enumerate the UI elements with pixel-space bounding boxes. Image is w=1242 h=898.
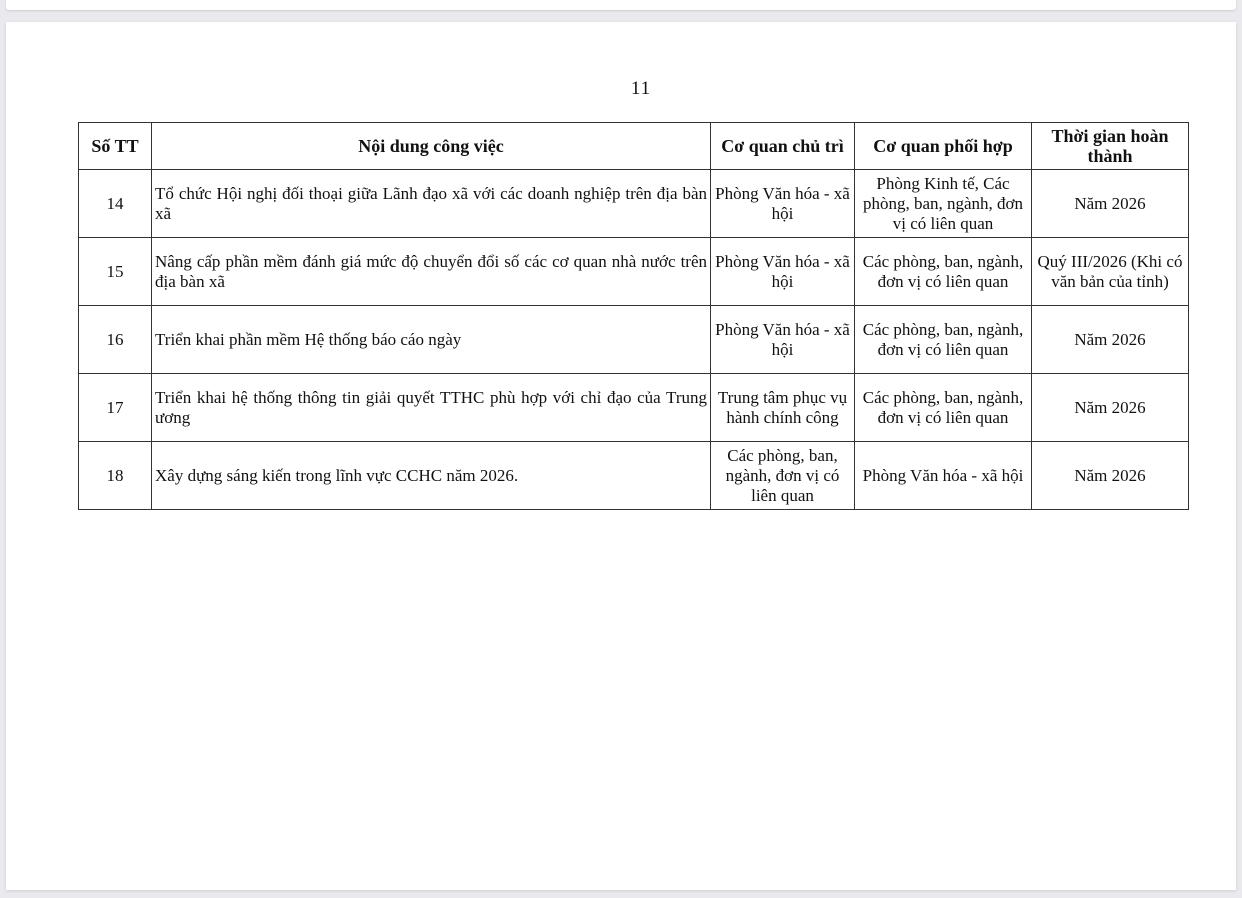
row-completion-time: Năm 2026 — [1032, 374, 1189, 442]
row-content: Xây dựng sáng kiến trong lĩnh vực CCHC năm 2026. — [152, 442, 711, 510]
page-number: 11 — [630, 78, 652, 99]
table-row — [79, 442, 1189, 510]
row-stt: 18 — [79, 442, 152, 510]
header-stt: Số TT — [79, 123, 152, 170]
table-header-row — [79, 123, 1189, 170]
table-row — [79, 238, 1189, 306]
row-stt: 14 — [79, 170, 152, 238]
row-coop-agency: Các phòng, ban, ngành, đơn vị có liên quan — [855, 238, 1032, 306]
row-completion-time: Năm 2026 — [1032, 442, 1189, 510]
header-content: Nội dung công việc — [152, 123, 711, 170]
row-stt: 16 — [79, 306, 152, 374]
row-coop-agency: Các phòng, ban, ngành, đơn vị có liên quan — [855, 306, 1032, 374]
table-row — [79, 306, 1189, 374]
row-coop-agency: Các phòng, ban, ngành, đơn vị có liên quan — [855, 374, 1032, 442]
row-content: Triển khai hệ thống thông tin giải quyết TTHC phù hợp với chỉ đạo của Trung ương — [152, 374, 711, 442]
row-content: Triển khai phần mềm Hệ thống báo cáo ngày — [152, 306, 711, 374]
row-host-agency: Phòng Văn hóa - xã hội — [711, 170, 855, 238]
header-coop-agency: Cơ quan phối hợp — [855, 123, 1032, 170]
task-table — [78, 122, 1189, 510]
row-stt: 15 — [79, 238, 152, 306]
previous-page-edge — [6, 0, 1236, 10]
row-host-agency: Trung tâm phục vụ hành chính công — [711, 374, 855, 442]
row-host-agency: Các phòng, ban, ngành, đơn vị có liên quan — [711, 442, 855, 510]
row-coop-agency: Phòng Văn hóa - xã hội — [855, 442, 1032, 510]
table-row — [79, 374, 1189, 442]
table-row — [79, 170, 1189, 238]
row-content: Tổ chức Hội nghị đối thoại giữa Lãnh đạo xã với các doanh nghiệp trên địa bàn xã — [152, 170, 711, 238]
header-completion-time: Thời gian hoàn thành — [1032, 123, 1189, 170]
row-completion-time: Năm 2026 — [1032, 306, 1189, 374]
document-page — [6, 22, 1236, 890]
header-host-agency: Cơ quan chủ trì — [711, 123, 855, 170]
row-host-agency: Phòng Văn hóa - xã hội — [711, 306, 855, 374]
row-content: Nâng cấp phần mềm đánh giá mức độ chuyển đổi số các cơ quan nhà nước trên địa bàn xã — [152, 238, 711, 306]
row-stt: 17 — [79, 374, 152, 442]
row-host-agency: Phòng Văn hóa - xã hội — [711, 238, 855, 306]
row-coop-agency: Phòng Kinh tế, Các phòng, ban, ngành, đơn vị có liên quan — [855, 170, 1032, 238]
row-completion-time: Năm 2026 — [1032, 170, 1189, 238]
row-completion-time: Quý III/2026 (Khi có văn bản của tỉnh) — [1032, 238, 1189, 306]
